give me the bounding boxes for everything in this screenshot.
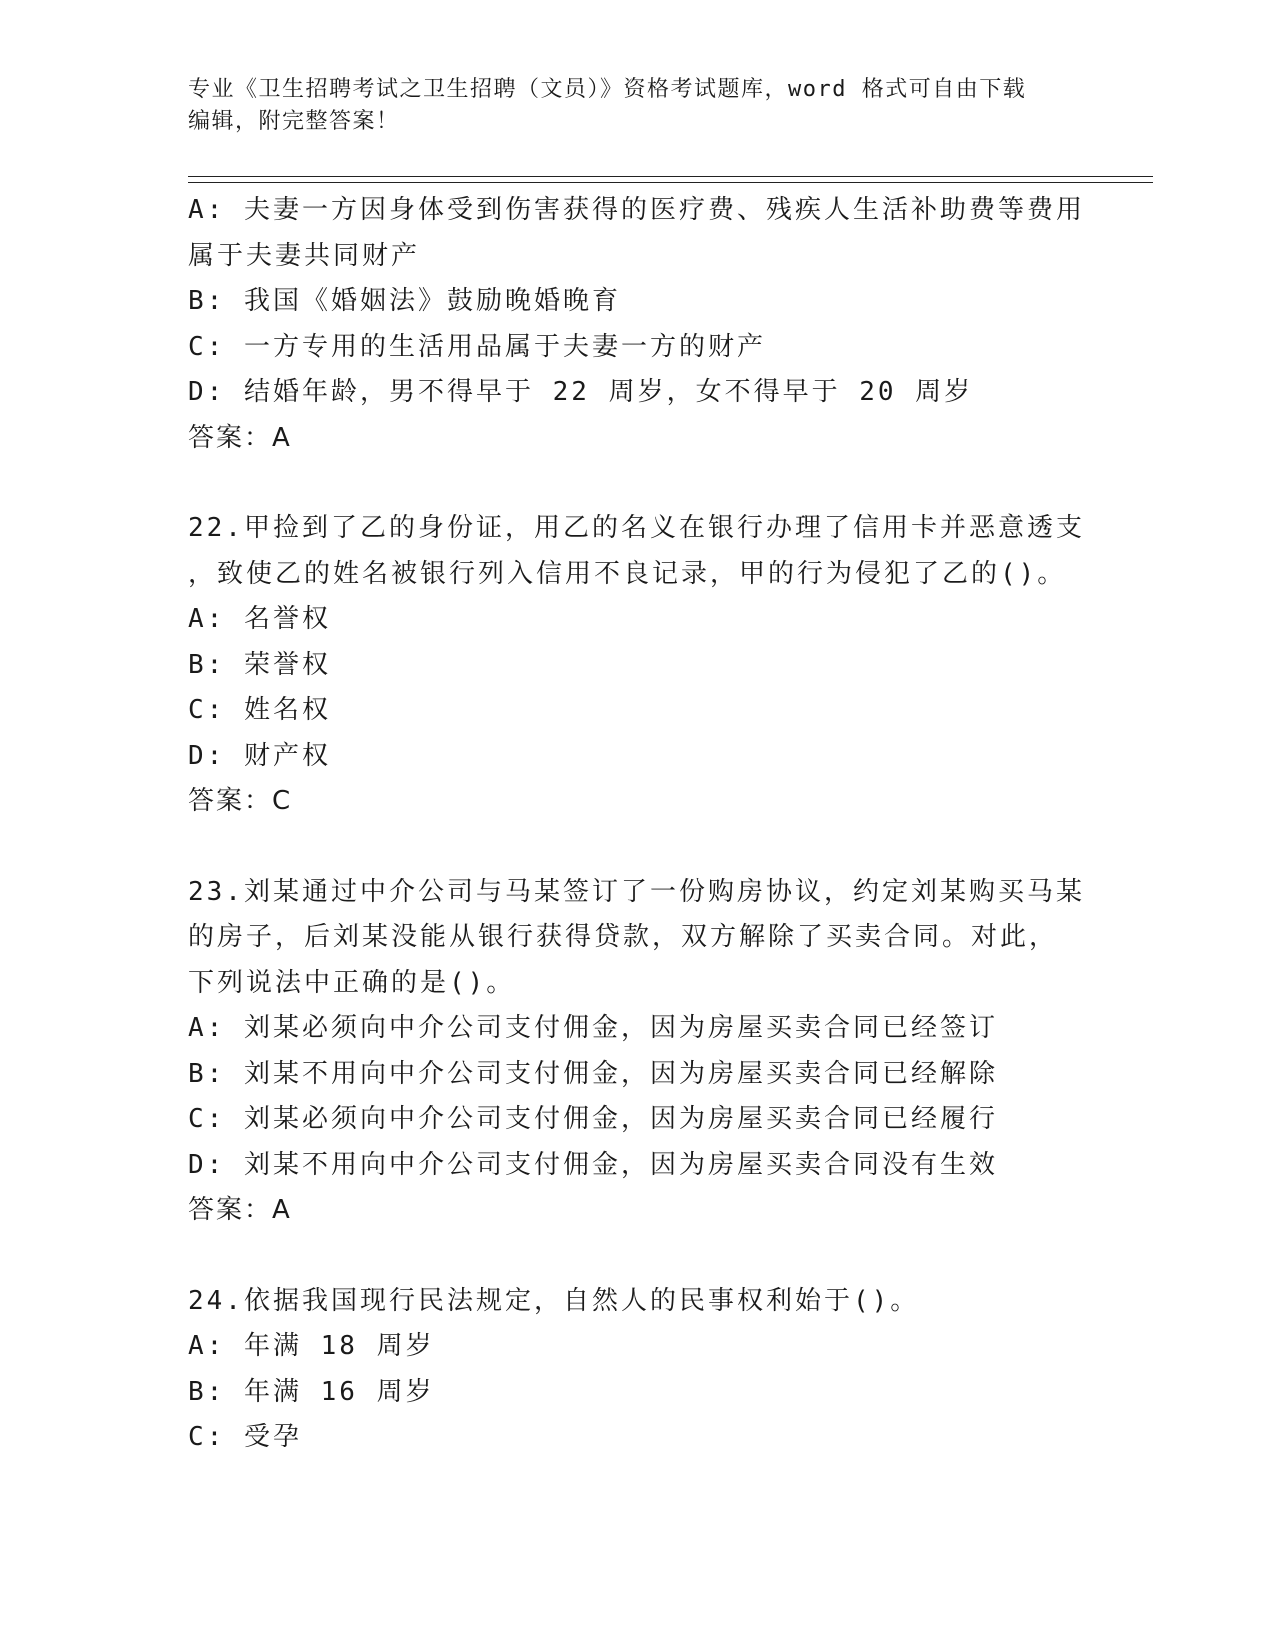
option-a: A: 刘某必须向中介公司支付佣金，因为房屋买卖合同已经签订 (188, 1013, 998, 1043)
option-b: B: 荣誉权 (188, 649, 331, 680)
option-c: C: 受孕 (188, 1422, 302, 1452)
option-d: D: 财产权 (188, 740, 331, 771)
option-a-line-1: A: 夫妻一方因身体受到伤害获得的医疗费、残疾人生活补助费等费用 (188, 195, 1085, 225)
option-a: A: 年满 18 周岁 (188, 1331, 435, 1361)
option-a-line-2: 属于夫妻共同财产 (188, 240, 421, 271)
option-a: A: 名誉权 (188, 604, 331, 634)
question-21 (188, 188, 1108, 461)
question-23 (188, 870, 1108, 1234)
option-d: D: 刘某不用向中介公司支付佣金，因为房屋买卖合同没有生效 (188, 1149, 998, 1180)
header-divider-bottom (188, 182, 1153, 183)
spacer (188, 825, 1108, 870)
spacer (188, 1234, 1108, 1279)
question-list (188, 188, 1108, 1461)
question-stem-line-3: 下列说法中正确的是()。 (188, 967, 516, 998)
question-stem-line-1: 22.甲捡到了乙的身份证，用乙的名义在银行办理了信用卡并恶意透支 (188, 513, 1085, 543)
option-c: C: 一方专用的生活用品属于夫妻一方的财产 (188, 331, 766, 362)
answer: 答案：C (188, 786, 293, 816)
option-b: B: 年满 16 周岁 (188, 1376, 435, 1407)
spacer (188, 461, 1108, 506)
header-line-2: 编辑，附完整答案！ (188, 109, 400, 134)
option-c: C: 刘某必须向中介公司支付佣金，因为房屋买卖合同已经履行 (188, 1104, 998, 1134)
option-d: D: 结婚年龄，男不得早于 22 周岁，女不得早于 20 周岁 (188, 377, 974, 407)
question-stem-line-2: ，致使乙的姓名被银行列入信用不良记录，甲的行为侵犯了乙的()。 (188, 558, 1067, 589)
header-line-1: 专业《卫生招聘考试之卫生招聘（文员）》资格考试题库，word 格式可自由下载 (188, 77, 1027, 102)
document-header (188, 74, 1088, 138)
question-stem-line-1: 24.依据我国现行民法规定，自然人的民事权利始于()。 (188, 1285, 920, 1316)
option-b: B: 我国《婚姻法》鼓励晚婚晚育 (188, 286, 621, 316)
option-b: B: 刘某不用向中介公司支付佣金，因为房屋买卖合同已经解除 (188, 1058, 998, 1089)
question-stem-line-2: 的房子，后刘某没能从银行获得贷款，双方解除了买卖合同。对此， (188, 922, 1059, 952)
question-24 (188, 1279, 1108, 1461)
question-stem-line-1: 23.刘某通过中介公司与马某签订了一份购房协议，约定刘某购买马某 (188, 876, 1085, 907)
answer: 答案：A (188, 422, 292, 453)
answer: 答案：A (188, 1195, 292, 1225)
header-divider-top (188, 176, 1153, 177)
option-c: C: 姓名权 (188, 695, 331, 725)
question-22 (188, 506, 1108, 825)
